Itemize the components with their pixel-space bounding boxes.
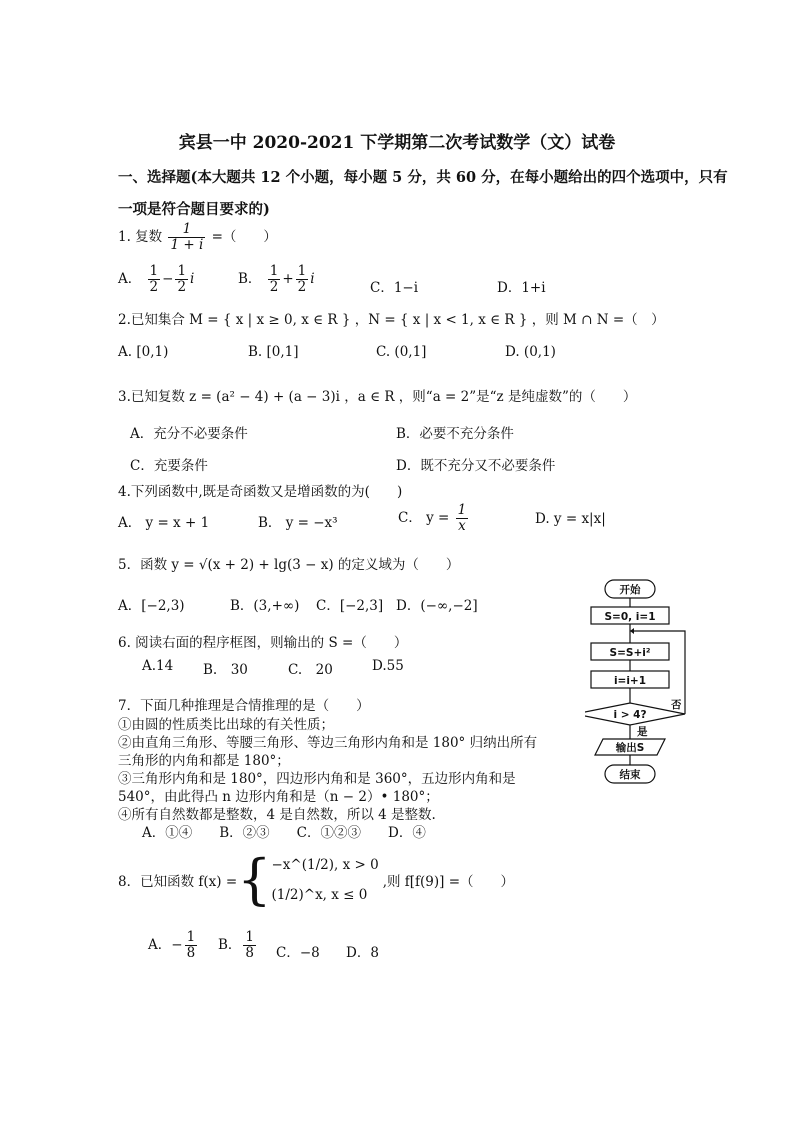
q3-option-c: C．充要条件 <box>130 458 208 474</box>
q4-option-a: A． y = x + 1 <box>118 515 210 531</box>
q2-option-c: C. (0,1] <box>376 344 427 360</box>
question-6: 6. 阅读右面的程序框图，则输出的 S =（ ） <box>118 635 408 651</box>
q1-option-c: C．1−i <box>370 280 419 296</box>
page-title: 宾县一中 2020-2021 下学期第二次考试数学（文）试卷 <box>178 133 616 153</box>
q1-option-b: B． $\frac{1}{2}$ + $\frac{1}{2}$ i <box>238 263 315 295</box>
q3-option-d: D．既不充分又不必要条件 <box>396 458 556 474</box>
question-4: 4.下列函数中,既是奇函数又是增函数的为( ) <box>118 484 403 500</box>
q2-option-b: B. [0,1] <box>248 344 299 360</box>
question-3: 3.已知复数 z = (a² − 4) + (a − 3)i ，a ∈ R ，则“a = 2”是“z 是纯虚数”的（ ） <box>118 389 637 405</box>
question-5: 5．函数 y = √(x + 2) + lg(3 − x) 的定义域为（ ） <box>118 557 460 573</box>
q2-option-a: A. [0,1) <box>118 344 169 360</box>
q6-option-d: D.55 <box>372 658 404 674</box>
q7-line-4: ③三角形内角和是 180°，四边形内角和是 360°，五边形内角和是 <box>118 771 516 787</box>
q7-line-6: ④所有自然数都是整数，4 是自然数，所以 4 是整数. <box>118 807 436 823</box>
q7-line-2: ②由直角三角形、等腰三角形、等边三角形内角和是 180° 归纳出所有 <box>118 735 538 751</box>
q1-option-a: A． $\frac{1}{2}$ − $\frac{1}{2}$ i <box>118 263 195 295</box>
section-heading: 一、选择题(本大题共 12 个小题，每小题 5 分，共 60 分，在每小题给出的四个选项中，只有 <box>118 169 728 186</box>
q8-option-d: D．8 <box>346 945 379 961</box>
flowchart-output-label: 输出S <box>615 742 645 754</box>
q3-option-b: B．必要不充分条件 <box>396 426 514 442</box>
question-7: 7．下面几种推理是合情推理的是（ ） <box>118 698 370 714</box>
q2-option-d: D. (0,1) <box>505 344 556 360</box>
section-heading-cont: 一项是符合题目要求的) <box>118 201 270 218</box>
flowchart-update-i-label: i=i+1 <box>613 675 647 687</box>
question-8: 8．已知函数 f(x) = { −x^(1/2), x > 0 (1/2)^x, x ≤ 0 ,则 f[f(9)] =（ ） <box>118 848 515 911</box>
q5-option-b: B．(3,+∞) <box>230 598 300 614</box>
q1-stem: 1. 复数 <box>118 228 163 245</box>
q7-line-5: 540°，由此得凸 n 边形内角和是（n − 2）• 180°； <box>118 789 439 805</box>
q6-option-b: B. 30 <box>203 662 248 678</box>
flowchart-start-label: 开始 <box>619 584 641 596</box>
program-flowchart <box>585 575 695 790</box>
flowchart-decision-label: i > 4? <box>613 709 647 721</box>
q1-option-d: D．1+i <box>497 280 546 296</box>
q5-option-d: D．(−∞,−2] <box>396 598 478 614</box>
flowchart-no-label: 否 <box>671 699 682 711</box>
q1-fraction: $\frac{1}{1 + i}$ <box>170 221 204 253</box>
piecewise-brace: { <box>237 848 272 911</box>
q7-line-1: ①由圆的性质类比出球的有关性质； <box>118 717 334 733</box>
q5-option-a: A．[−2,3) <box>118 598 185 614</box>
q7-options: A．①④ B．②③ C．①②③ D．④ <box>142 825 426 841</box>
q6-option-c: C. 20 <box>288 662 333 678</box>
q8-option-c: C．−8 <box>276 945 320 961</box>
q4-option-c: C． y = $\frac{1}{x}$ <box>398 502 467 534</box>
q4-option-d: D. y = x|x| <box>535 511 606 527</box>
q6-option-a: A.14 <box>142 658 174 674</box>
flowchart-yes-label: 是 <box>637 726 648 738</box>
question-1: 1. 复数 $\frac{1}{1 + i}$ =（ ） <box>118 221 277 253</box>
q3-option-a: A．充分不必要条件 <box>130 426 248 442</box>
q8-option-b: B． $\frac{1}{8}$ <box>218 929 255 961</box>
q8-option-a: A．− $\frac{1}{8}$ <box>148 929 196 961</box>
piecewise-cases: −x^(1/2), x > 0 (1/2)^x, x ≤ 0 <box>271 857 379 903</box>
flowchart-init-label: S=0, i=1 <box>604 611 656 623</box>
q5-option-c: C．[−2,3] <box>316 598 384 614</box>
q4-option-b: B． y = −x³ <box>258 515 338 531</box>
flowchart-update-s-label: S=S+i² <box>609 647 651 659</box>
q7-line-3: 三角形的内角和都是 180°； <box>118 753 290 769</box>
question-2: 2.已知集合 M = { x | x ≥ 0, x ∈ R } ，N = { x | x < 1, x ∈ R } ，则 M ∩ N =（ ） <box>118 312 665 328</box>
flowchart-end-label: 结束 <box>619 769 641 781</box>
